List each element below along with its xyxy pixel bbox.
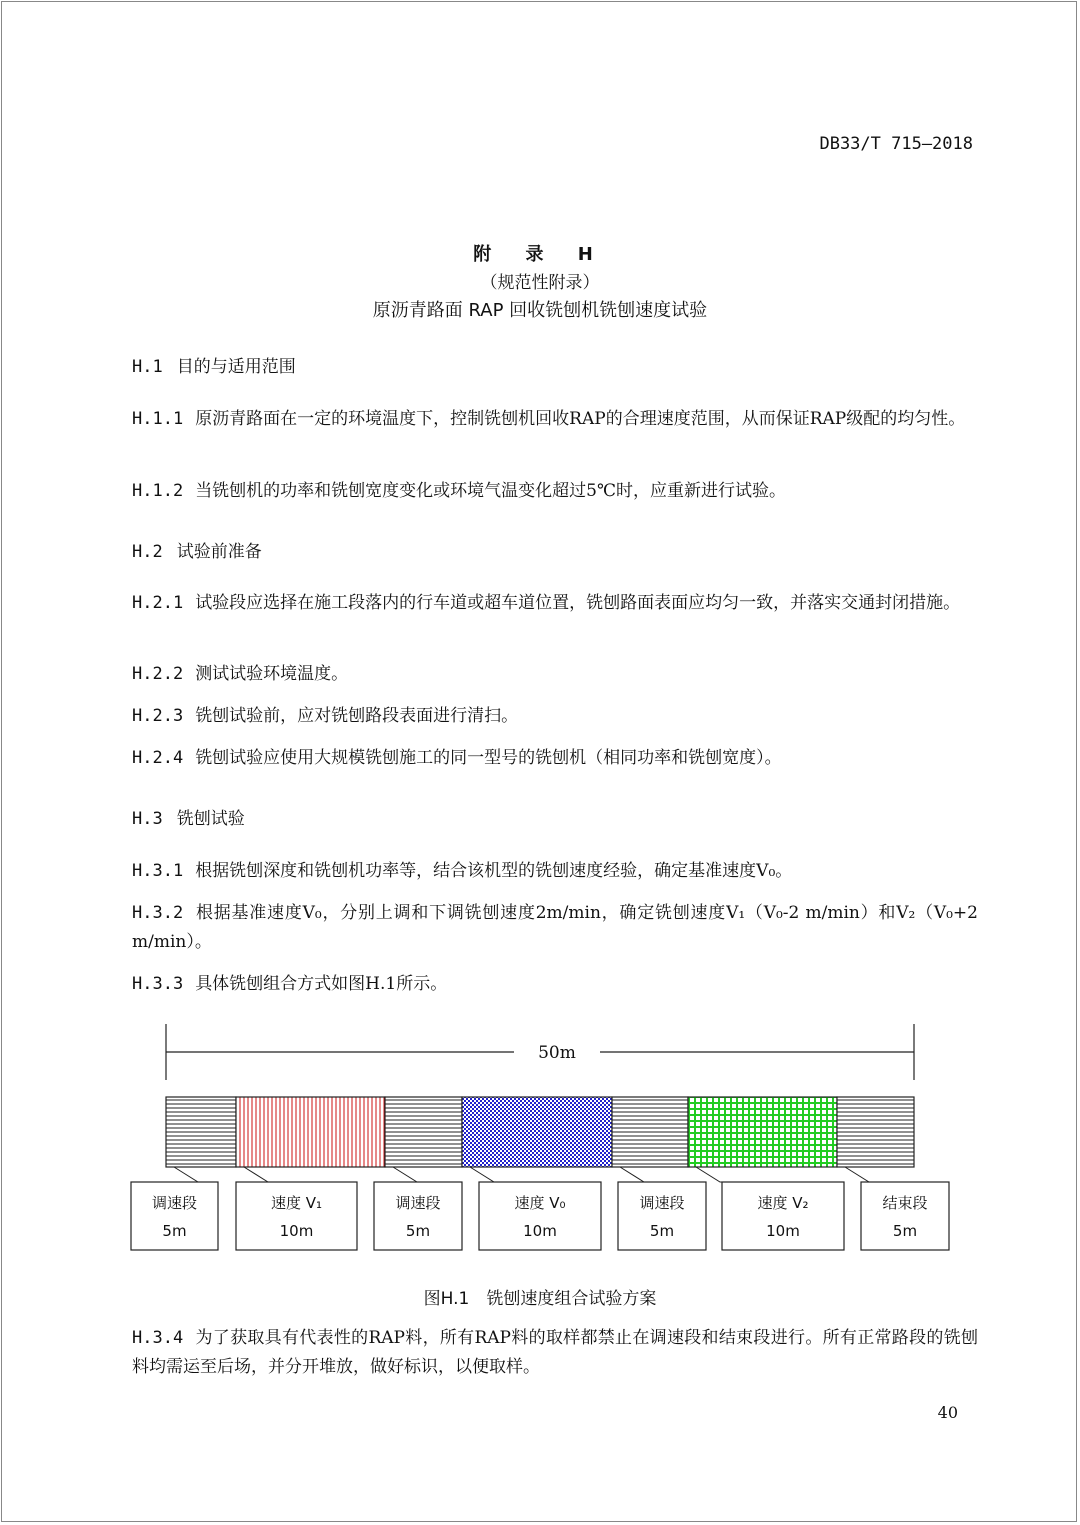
clause-text: 试验段应选择在施工段落内的行车道或超车道位置，铣刨路面表面应均匀一致，并落实交通封闭措施。 xyxy=(195,593,961,613)
segment-name: 速度 V₀ xyxy=(514,1194,566,1212)
segment-length: 5m xyxy=(892,1222,918,1240)
segment-length: 10m xyxy=(523,1222,557,1240)
clause-number: H.3.4 xyxy=(132,1328,184,1348)
clause-h3-4 xyxy=(132,1324,978,1382)
segment-length: 5m xyxy=(405,1222,431,1240)
segment-4 xyxy=(462,1097,612,1167)
segment-5 xyxy=(612,1097,688,1167)
section-title: 目的与适用范围 xyxy=(176,357,296,377)
clause-text: 原沥青路面在一定的环境温度下，控制铣刨机回收RAP的合理速度范围，从而保证RAP级配的均匀性。 xyxy=(195,409,966,429)
segment-strip xyxy=(166,1097,914,1167)
clause-number: H.2.3 xyxy=(132,706,184,726)
callout-pointer xyxy=(845,1167,883,1182)
clause-number: H.1.1 xyxy=(132,409,184,429)
clause-text: 根据基准速度V₀，分别上调和下调铣刨速度2m/min，确定铣刨速度V₁（V₀-2 m/min）和V₂（V₀+2 m/min）。 xyxy=(132,903,978,952)
segment-name: 调速段 xyxy=(395,1194,441,1212)
segment-3 xyxy=(385,1097,462,1167)
segment-length: 10m xyxy=(766,1222,800,1240)
appendix-label: 附 录 H xyxy=(473,244,607,265)
segment-name: 速度 V₁ xyxy=(270,1194,323,1212)
appendix-type: （规范性附录） xyxy=(480,273,600,293)
callout-pointer xyxy=(696,1167,734,1182)
segment-length: 5m xyxy=(649,1222,675,1240)
clause-text: 铣刨试验前，应对铣刨路段表面进行清扫。 xyxy=(195,706,519,726)
segment-length: 5m xyxy=(162,1222,187,1240)
clause-number: H.2.1 xyxy=(132,593,184,613)
clause-text: 根据铣刨深度和铣刨机功率等，结合该机型的铣刨速度经验，确定基准速度V₀。 xyxy=(195,861,793,881)
page-number: 40 xyxy=(937,1403,958,1422)
clause-text: 为了获取具有代表性的RAP料，所有RAP料的取样都禁止在调速段和结束段进行。所有正常路段的铣刨料均需运至后场，并分开堆放，做好标识，以便取样。 xyxy=(132,1328,978,1377)
clause-number: H.2.2 xyxy=(132,664,184,684)
clause-number: H.3.2 xyxy=(132,903,184,923)
appendix-title: 原沥青路面 RAP 回收铣刨机铣刨速度试验 xyxy=(372,300,708,321)
callout-pointer xyxy=(174,1167,212,1182)
segment-length: 10m xyxy=(279,1222,314,1240)
document-page xyxy=(1,1,1077,1522)
segment-name: 调速段 xyxy=(639,1194,685,1212)
segment-name: 调速段 xyxy=(151,1194,198,1212)
section-number: H.2 xyxy=(132,542,163,562)
clause-text: 铣刨试验应使用大规模铣刨施工的同一型号的铣刨机（相同功率和铣刨宽度）。 xyxy=(195,748,782,768)
callout-pointer xyxy=(244,1167,282,1182)
segment-name: 速度 V₂ xyxy=(757,1194,809,1212)
clause-number: H.3.1 xyxy=(132,861,184,881)
clause-number: H.3.3 xyxy=(132,974,184,994)
clause-text: 具体铣刨组合方式如图H.1所示。 xyxy=(195,974,448,994)
segment-7 xyxy=(837,1097,914,1167)
clause-number: H.1.2 xyxy=(132,481,184,501)
segment-callouts xyxy=(131,1167,949,1250)
segment-2 xyxy=(236,1097,385,1167)
milling-figure xyxy=(2,2,1078,1282)
segment-name: 结束段 xyxy=(882,1194,928,1212)
callout-pointer xyxy=(620,1167,658,1182)
figure-caption: 图H.1 铣刨速度组合试验方案 xyxy=(423,1289,657,1309)
clause-text: 当铣刨机的功率和铣刨宽度变化或环境气温变化超过5℃时，应重新进行试验。 xyxy=(195,481,787,501)
segment-1 xyxy=(166,1097,236,1167)
callout-pointer xyxy=(393,1167,431,1182)
section-title: 铣刨试验 xyxy=(176,809,245,829)
section-number: H.3 xyxy=(132,809,163,829)
section-number: H.1 xyxy=(132,357,163,377)
callout-pointer xyxy=(470,1167,508,1182)
standard-code: DB33/T 715—2018 xyxy=(819,134,973,154)
clause-number: H.2.4 xyxy=(132,748,184,768)
section-title: 试验前准备 xyxy=(176,542,262,562)
dimension-label: 50m xyxy=(538,1043,576,1063)
clause-text: 测试试验环境温度。 xyxy=(195,664,349,684)
segment-6 xyxy=(688,1097,837,1167)
